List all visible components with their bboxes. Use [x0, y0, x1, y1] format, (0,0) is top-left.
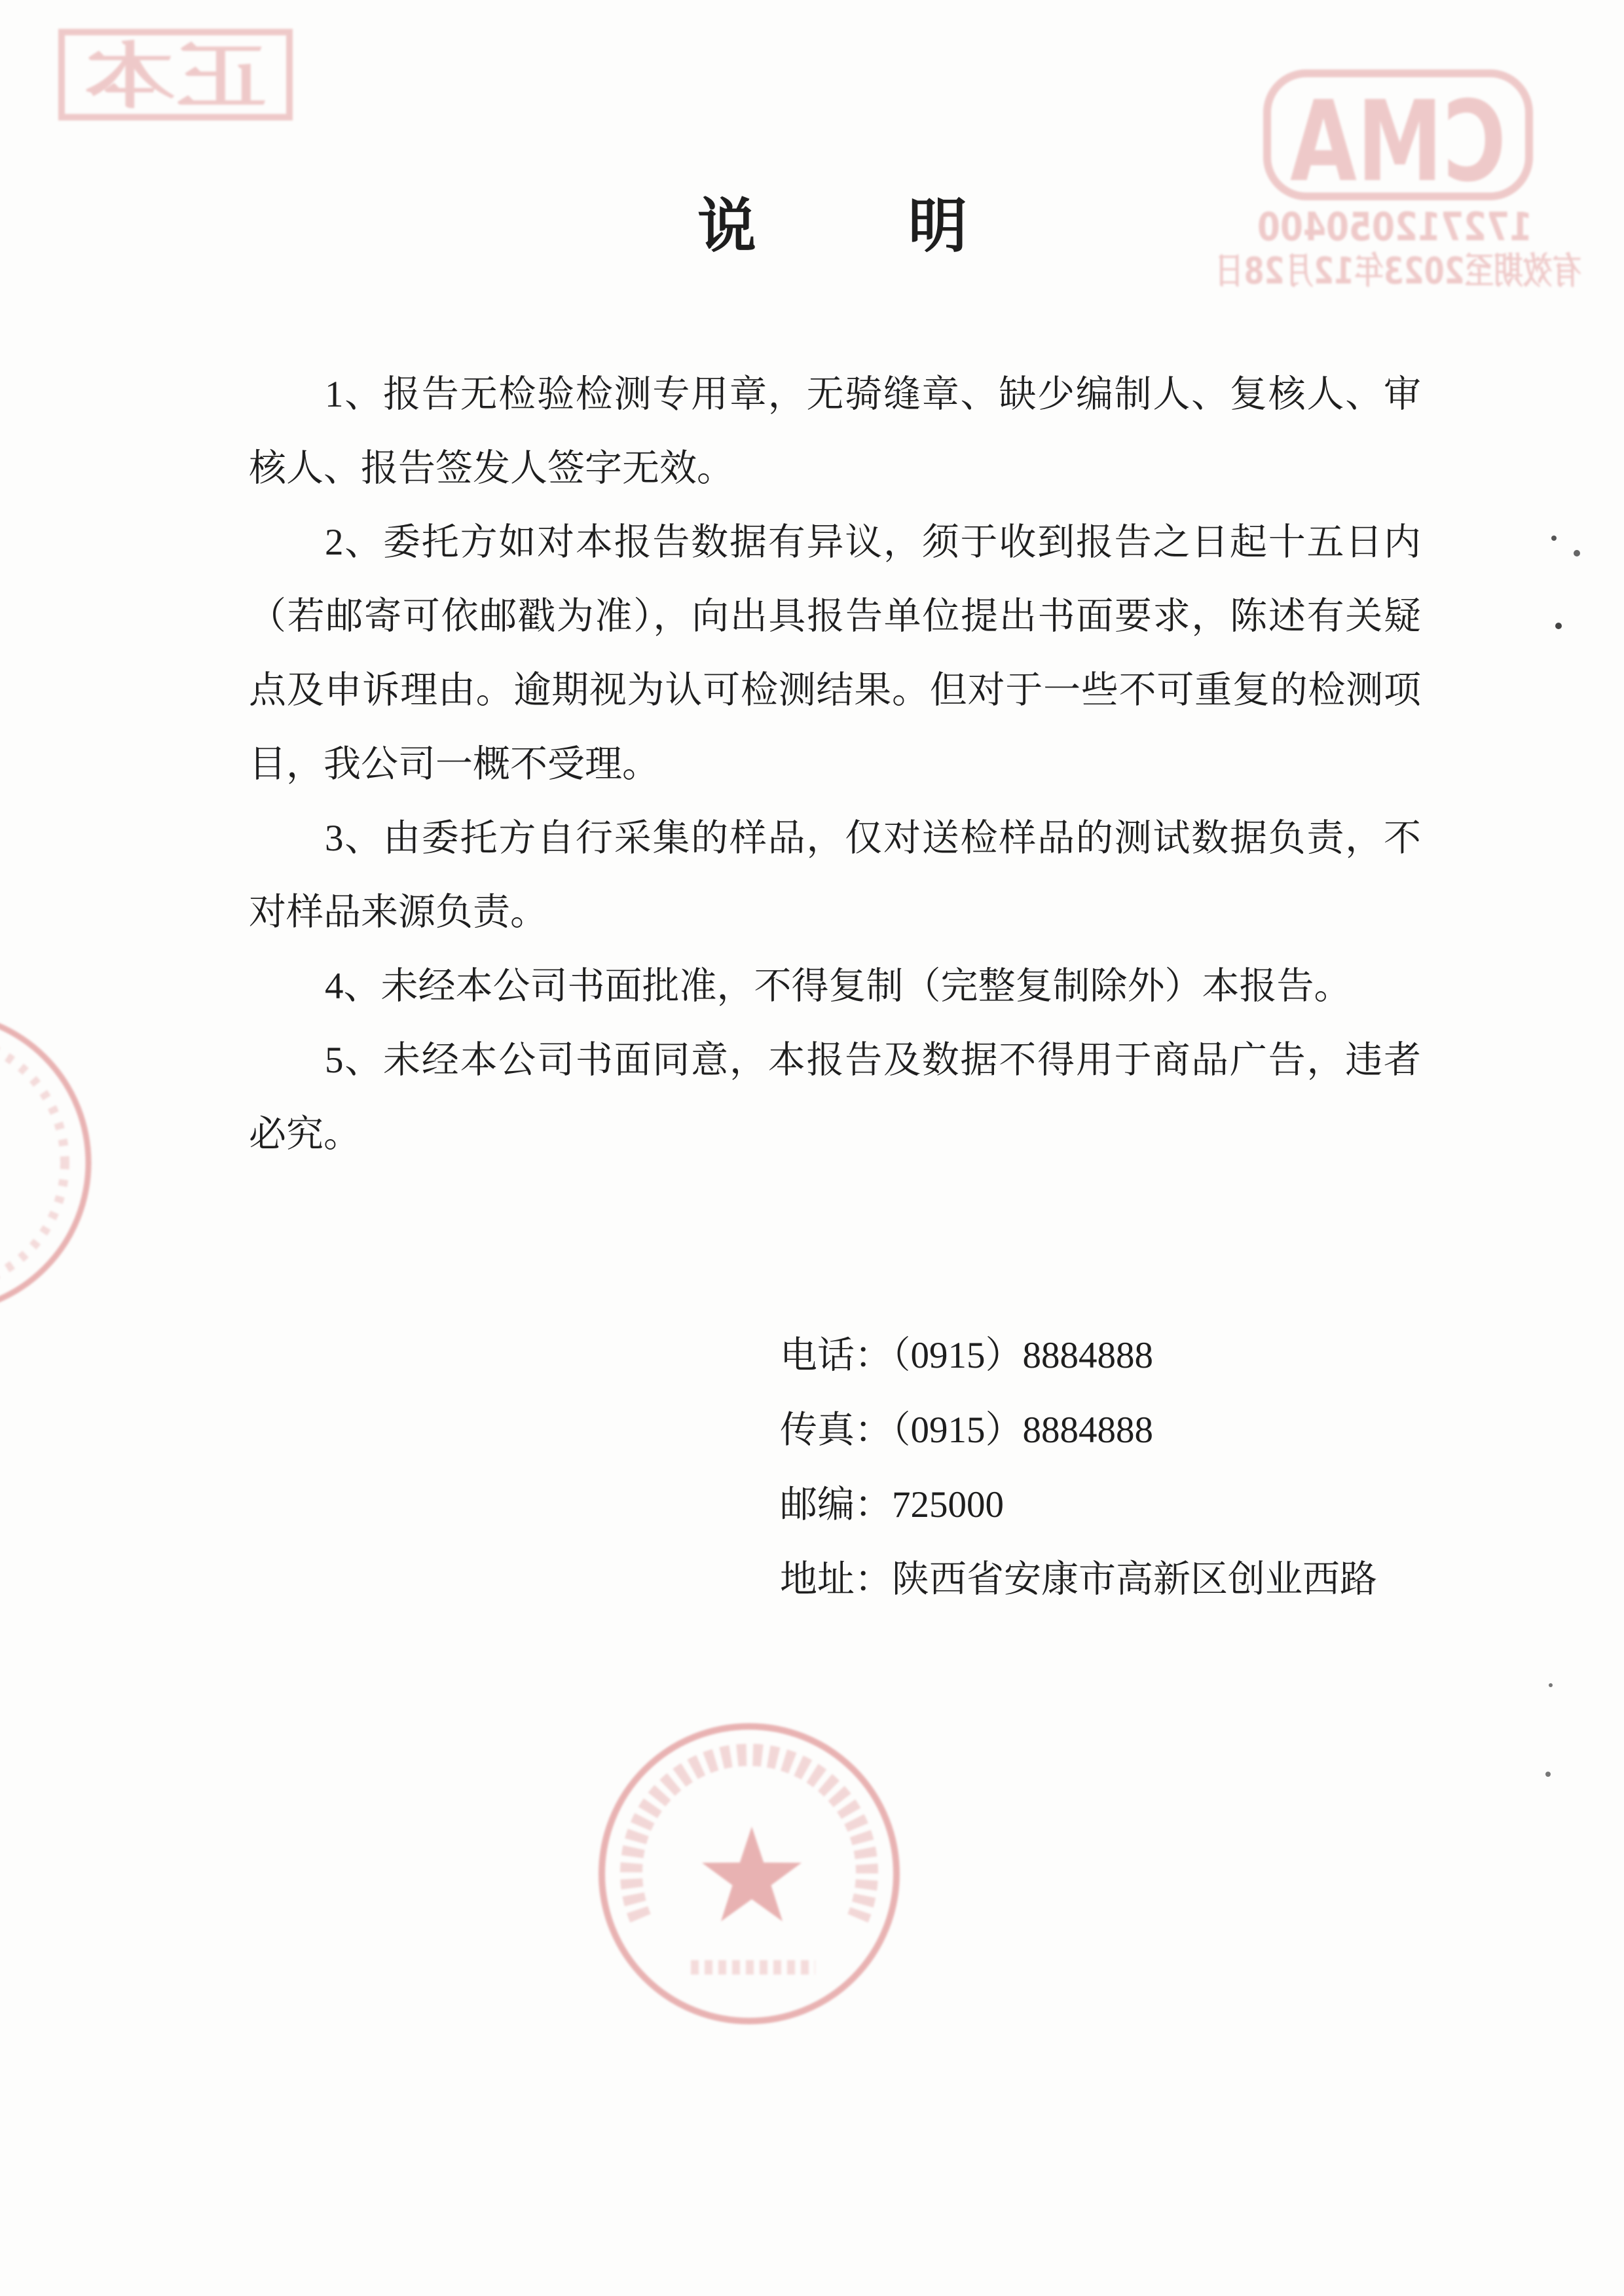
contact-block — [780, 1319, 1377, 1617]
note-line: 必究。 — [249, 1114, 361, 1155]
postcode-label: 邮编： — [780, 1484, 892, 1525]
note-line: （若邮寄可依邮戳为准），向出具报告单位提出书面要求，陈述有关疑 — [249, 596, 1421, 637]
cma-validity: 有效期至2023年12月28日 — [1215, 250, 1581, 293]
fax-row — [780, 1393, 1377, 1468]
note-line: 点及申诉理由。逾期视为认可检测结果。但对于一些不可重复的检测项 — [249, 670, 1421, 711]
note-line: 对样品来源负责。 — [249, 892, 547, 933]
note-line: 2、委托方如对本报告数据有异议，须于收到报告之日起十五日内 — [325, 522, 1421, 563]
fax-label: 传真： — [780, 1410, 892, 1451]
note-paragraph — [249, 505, 1421, 801]
cma-stamp — [1198, 59, 1591, 295]
fax-value: （0915）8884888 — [892, 1410, 1153, 1451]
note-line: 3、由委托方自行采集的样品，仅对送检样品的测试数据负责，不 — [325, 818, 1421, 859]
scan-specks — [1539, 524, 1591, 1787]
postcode-row — [780, 1468, 1377, 1542]
note-paragraph — [249, 801, 1421, 949]
address-row — [780, 1542, 1377, 1617]
note-paragraph — [249, 1023, 1421, 1171]
cma-number: 172712050400 — [1257, 204, 1532, 250]
note-line: 5、未经本公司书面同意，本报告及数据不得用于商品广告，违者 — [325, 1040, 1421, 1081]
seam-seal — [0, 982, 92, 1349]
phone-value: （0915）8884888 — [892, 1335, 1153, 1376]
address-value: 陕西省安康市高新区创业西路 — [892, 1559, 1377, 1600]
address-label: 地址： — [780, 1559, 892, 1600]
note-paragraph — [249, 949, 1421, 1023]
note-line: 核人、报告签发人签字无效。 — [249, 448, 734, 489]
page-title: 说明 — [697, 194, 1119, 259]
phone-row — [780, 1319, 1377, 1393]
note-line: 4、未经本公司书面批准，不得复制（完整复制除外）本报告。 — [325, 966, 1352, 1007]
note-line: 1、报告无检验检测专用章，无骑缝章、缺少编制人、复核人、审 — [325, 374, 1421, 415]
note-paragraph — [249, 357, 1421, 505]
cma-logo: CMA — [1290, 77, 1506, 207]
star-icon — [702, 1827, 802, 1922]
official-seal — [576, 1702, 930, 2056]
original-copy-stamp — [52, 23, 301, 128]
notes-list — [249, 357, 1421, 1171]
postcode-value: 725000 — [892, 1484, 1004, 1525]
phone-label: 电话： — [780, 1335, 892, 1376]
note-line: 目，我公司一概不受理。 — [249, 744, 659, 785]
original-copy-stamp-text: 正本 — [84, 35, 267, 118]
